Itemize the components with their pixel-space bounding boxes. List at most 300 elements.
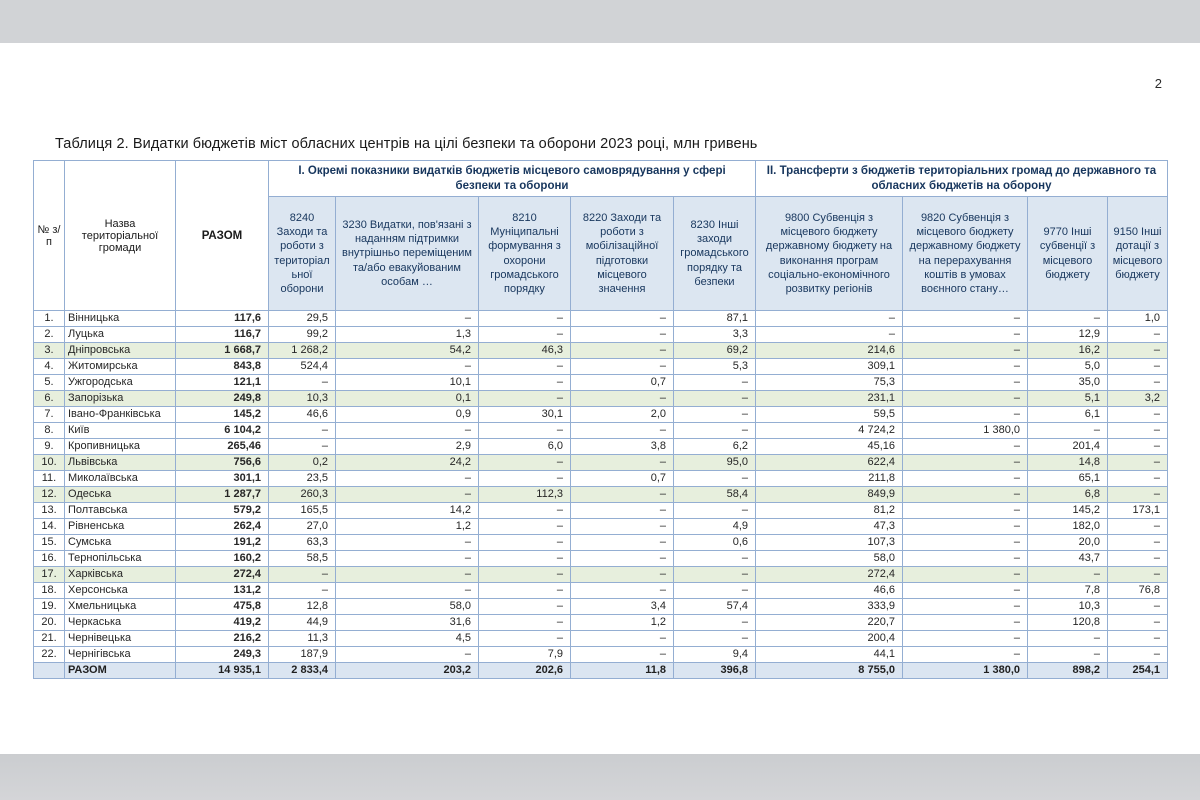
value-cell: – [903, 343, 1028, 359]
value-cell: – [903, 391, 1028, 407]
total-value-cell: 8 755,0 [756, 663, 903, 679]
value-cell: 2,9 [336, 439, 479, 455]
value-cell: – [336, 583, 479, 599]
value-cell: 10,1 [336, 375, 479, 391]
row-number: 19. [34, 599, 65, 615]
row-number: 12. [34, 487, 65, 503]
value-cell: – [674, 471, 756, 487]
row-total-cell: 145,2 [176, 407, 269, 423]
row-total-cell: 843,8 [176, 359, 269, 375]
value-cell: 6,0 [479, 439, 571, 455]
value-cell: – [571, 455, 674, 471]
value-cell: 5,0 [1028, 359, 1108, 375]
value-cell: 76,8 [1108, 583, 1168, 599]
row-total-cell: 265,46 [176, 439, 269, 455]
row-total-cell: 116,7 [176, 327, 269, 343]
row-total-cell: 579,2 [176, 503, 269, 519]
community-name: Житомирська [65, 359, 176, 375]
value-cell: 46,3 [479, 343, 571, 359]
value-cell: – [903, 487, 1028, 503]
value-cell: 12,9 [1028, 327, 1108, 343]
value-cell: 16,2 [1028, 343, 1108, 359]
value-cell: – [479, 631, 571, 647]
community-name: Ужгородська [65, 375, 176, 391]
value-cell: 23,5 [269, 471, 336, 487]
value-cell: – [1108, 375, 1168, 391]
community-name: Вінницька [65, 311, 176, 327]
row-total-cell: 160,2 [176, 551, 269, 567]
community-name: Луцька [65, 327, 176, 343]
value-cell: – [674, 567, 756, 583]
row-total-cell: 131,2 [176, 583, 269, 599]
value-cell: 145,2 [1028, 503, 1108, 519]
value-cell: – [674, 583, 756, 599]
value-cell: 69,2 [674, 343, 756, 359]
value-cell: 173,1 [1108, 503, 1168, 519]
value-cell: – [1108, 487, 1168, 503]
value-cell: 1,2 [336, 519, 479, 535]
row-number: 21. [34, 631, 65, 647]
value-cell: 75,3 [756, 375, 903, 391]
value-cell: – [479, 311, 571, 327]
value-cell: – [479, 391, 571, 407]
value-cell: – [336, 535, 479, 551]
column-header: 8220 Заходи та роботи з мобілізаційної підготовки місцевого значення [571, 197, 674, 311]
table-row [34, 519, 1168, 535]
table-row [34, 615, 1168, 631]
value-cell: 3,3 [674, 327, 756, 343]
value-cell: – [336, 311, 479, 327]
table-row [34, 343, 1168, 359]
column-header: 9150 Інші дотації з місцевого бюджету [1108, 197, 1168, 311]
value-cell: – [756, 311, 903, 327]
row-total-cell: 191,2 [176, 535, 269, 551]
value-cell: 58,0 [756, 551, 903, 567]
total-value-cell: 898,2 [1028, 663, 1108, 679]
value-cell: 112,3 [479, 487, 571, 503]
value-cell: – [571, 327, 674, 343]
row-total-cell: 301,1 [176, 471, 269, 487]
community-name: Херсонська [65, 583, 176, 599]
value-cell: 524,4 [269, 359, 336, 375]
row-number: 1. [34, 311, 65, 327]
value-cell: 57,4 [674, 599, 756, 615]
value-cell: – [336, 423, 479, 439]
table-row [34, 327, 1168, 343]
value-cell: – [903, 311, 1028, 327]
value-cell: 849,9 [756, 487, 903, 503]
community-name: Запорізька [65, 391, 176, 407]
table-row [34, 599, 1168, 615]
community-name: Хмельницька [65, 599, 176, 615]
value-cell: – [479, 423, 571, 439]
value-cell: 54,2 [336, 343, 479, 359]
value-cell: – [674, 551, 756, 567]
value-cell: – [1108, 615, 1168, 631]
value-cell: – [903, 375, 1028, 391]
value-cell: – [269, 567, 336, 583]
table-body [34, 311, 1168, 663]
community-name: Рівненська [65, 519, 176, 535]
value-cell: – [571, 311, 674, 327]
value-cell: – [336, 359, 479, 375]
row-number: 22. [34, 647, 65, 663]
value-cell: – [1108, 551, 1168, 567]
value-cell: 47,3 [756, 519, 903, 535]
row-number: 2. [34, 327, 65, 343]
value-cell: – [1108, 407, 1168, 423]
value-cell: 14,2 [336, 503, 479, 519]
value-cell: 333,9 [756, 599, 903, 615]
value-cell: – [903, 615, 1028, 631]
row-number: 18. [34, 583, 65, 599]
value-cell: – [1108, 631, 1168, 647]
budget-table [33, 160, 1168, 679]
value-cell: 0,9 [336, 407, 479, 423]
table-row [34, 455, 1168, 471]
value-cell: – [903, 583, 1028, 599]
total-row-num [34, 663, 65, 679]
value-cell: 10,3 [269, 391, 336, 407]
value-cell: 1,2 [571, 615, 674, 631]
value-cell: – [336, 551, 479, 567]
value-cell: 2,0 [571, 407, 674, 423]
table-row [34, 503, 1168, 519]
community-name: Харківська [65, 567, 176, 583]
row-total-cell: 756,6 [176, 455, 269, 471]
value-cell: – [571, 583, 674, 599]
community-name: Полтавська [65, 503, 176, 519]
value-cell: 6,1 [1028, 407, 1108, 423]
value-cell: 211,8 [756, 471, 903, 487]
column-header: 3230 Видатки, пов'язані з наданням підтримки внутрішньо переміщеним та/або евакуйованим особам … [336, 197, 479, 311]
table-row [34, 439, 1168, 455]
value-cell: 43,7 [1028, 551, 1108, 567]
value-cell: 99,2 [269, 327, 336, 343]
value-cell: 0,6 [674, 535, 756, 551]
value-cell: – [571, 631, 674, 647]
value-cell: – [269, 439, 336, 455]
row-total-cell: 249,8 [176, 391, 269, 407]
value-cell: 220,7 [756, 615, 903, 631]
row-total-cell: 419,2 [176, 615, 269, 631]
viewer-top-bar [0, 0, 1200, 43]
value-cell: – [479, 567, 571, 583]
value-cell: 231,1 [756, 391, 903, 407]
row-total-cell: 262,4 [176, 519, 269, 535]
value-cell: – [674, 407, 756, 423]
value-cell: – [674, 375, 756, 391]
column-header: 9820 Субвенція з місцевого бюджету державному бюджету на перерахування коштів в умовах воєнного стану… [903, 197, 1028, 311]
value-cell: – [903, 359, 1028, 375]
value-cell: 46,6 [756, 583, 903, 599]
community-name: Черкаська [65, 615, 176, 631]
value-cell: 81,2 [756, 503, 903, 519]
value-cell: 12,8 [269, 599, 336, 615]
value-cell: 14,8 [1028, 455, 1108, 471]
value-cell: – [903, 599, 1028, 615]
value-cell: – [1028, 631, 1108, 647]
value-cell: – [903, 439, 1028, 455]
table-row [34, 647, 1168, 663]
value-cell: 58,5 [269, 551, 336, 567]
value-cell: 3,4 [571, 599, 674, 615]
total-value-cell: 1 380,0 [903, 663, 1028, 679]
value-cell: – [336, 647, 479, 663]
column-header: 8240 Заходи та роботи з територіальної оборони [269, 197, 336, 311]
value-cell: – [479, 359, 571, 375]
value-cell: – [479, 535, 571, 551]
table-row [34, 423, 1168, 439]
value-cell: – [479, 519, 571, 535]
row-number: 6. [34, 391, 65, 407]
value-cell: 9,4 [674, 647, 756, 663]
value-cell: 63,3 [269, 535, 336, 551]
value-cell: 107,3 [756, 535, 903, 551]
value-cell: 4 724,2 [756, 423, 903, 439]
value-cell: 24,2 [336, 455, 479, 471]
value-cell: – [479, 599, 571, 615]
value-cell: 1 268,2 [269, 343, 336, 359]
value-cell: – [479, 327, 571, 343]
total-value-cell: 203,2 [336, 663, 479, 679]
value-cell: – [571, 535, 674, 551]
table-row [34, 583, 1168, 599]
value-cell: 201,4 [1028, 439, 1108, 455]
value-cell: 4,5 [336, 631, 479, 647]
value-cell: – [479, 375, 571, 391]
row-number: 16. [34, 551, 65, 567]
value-cell: 187,9 [269, 647, 336, 663]
community-name: Кропивницька [65, 439, 176, 455]
value-cell: – [479, 503, 571, 519]
community-name: Київ [65, 423, 176, 439]
value-cell: 214,6 [756, 343, 903, 359]
value-cell: – [336, 487, 479, 503]
value-cell: – [571, 567, 674, 583]
total-row [34, 663, 1168, 679]
value-cell: – [1108, 423, 1168, 439]
table-row [34, 391, 1168, 407]
row-number: 3. [34, 343, 65, 359]
community-name: Дніпровська [65, 343, 176, 359]
value-cell: 0,7 [571, 375, 674, 391]
community-name: Сумська [65, 535, 176, 551]
value-cell: – [1028, 647, 1108, 663]
value-cell: 309,1 [756, 359, 903, 375]
value-cell: – [479, 551, 571, 567]
row-number: 8. [34, 423, 65, 439]
value-cell: 1,3 [336, 327, 479, 343]
row-total-cell: 216,2 [176, 631, 269, 647]
value-cell: 7,9 [479, 647, 571, 663]
value-cell: 58,4 [674, 487, 756, 503]
row-number: 20. [34, 615, 65, 631]
value-cell: – [1028, 311, 1108, 327]
row-number: 17. [34, 567, 65, 583]
value-cell: – [903, 471, 1028, 487]
value-cell: 45,16 [756, 439, 903, 455]
row-total-cell: 272,4 [176, 567, 269, 583]
page-number: 2 [1154, 76, 1162, 91]
table-row [34, 359, 1168, 375]
value-cell: 44,9 [269, 615, 336, 631]
row-number: 10. [34, 455, 65, 471]
row-number: 14. [34, 519, 65, 535]
value-cell: – [571, 519, 674, 535]
value-cell: 5,1 [1028, 391, 1108, 407]
value-cell: 0,1 [336, 391, 479, 407]
community-name: Тернопільська [65, 551, 176, 567]
table-row [34, 375, 1168, 391]
value-cell: 622,4 [756, 455, 903, 471]
total-value-cell: 396,8 [674, 663, 756, 679]
value-cell: – [1108, 327, 1168, 343]
value-cell: – [903, 631, 1028, 647]
community-name: Одеська [65, 487, 176, 503]
value-cell: – [903, 407, 1028, 423]
value-cell: – [674, 391, 756, 407]
value-cell: – [1108, 647, 1168, 663]
row-number: 15. [34, 535, 65, 551]
community-name: Чернігівська [65, 647, 176, 663]
table-row [34, 471, 1168, 487]
value-cell: – [571, 343, 674, 359]
value-cell: 44,1 [756, 647, 903, 663]
value-cell: 65,1 [1028, 471, 1108, 487]
total-value-cell: 202,6 [479, 663, 571, 679]
value-cell: – [1108, 535, 1168, 551]
value-cell: 11,3 [269, 631, 336, 647]
table-row [34, 407, 1168, 423]
total-row-label: РАЗОМ [65, 663, 176, 679]
value-cell: – [1108, 471, 1168, 487]
row-number: 7. [34, 407, 65, 423]
value-cell: – [674, 615, 756, 631]
value-cell: – [1108, 599, 1168, 615]
row-total-cell: 1 668,7 [176, 343, 269, 359]
value-cell: – [903, 567, 1028, 583]
table-row [34, 551, 1168, 567]
row-number: 5. [34, 375, 65, 391]
value-cell: – [1028, 423, 1108, 439]
value-cell: 4,9 [674, 519, 756, 535]
total-value-cell: 2 833,4 [269, 663, 336, 679]
value-cell: – [571, 423, 674, 439]
value-cell: – [336, 567, 479, 583]
value-cell: – [479, 615, 571, 631]
row-total-cell: 121,1 [176, 375, 269, 391]
column-header: 8230 Інші заходи громадського порядку та безпеки [674, 197, 756, 311]
table-row [34, 487, 1168, 503]
value-cell: – [903, 551, 1028, 567]
value-cell: 7,8 [1028, 583, 1108, 599]
value-cell: 58,0 [336, 599, 479, 615]
value-cell: – [1108, 359, 1168, 375]
value-cell: – [1108, 343, 1168, 359]
table-title: Таблиця 2. Видатки бюджетів міст обласних центрів на цілі безпеки та оборони 2023 році, млн гривень [55, 136, 758, 152]
value-cell: – [479, 583, 571, 599]
value-cell: 165,5 [269, 503, 336, 519]
value-cell: 1 380,0 [903, 423, 1028, 439]
community-name: Івано-Франківська [65, 407, 176, 423]
value-cell: – [1108, 455, 1168, 471]
value-cell: – [1108, 439, 1168, 455]
total-value-cell: 11,8 [571, 663, 674, 679]
total-value-cell: 14 935,1 [176, 663, 269, 679]
column-header: 8210 Муніципальні формування з охорони громадського порядку [479, 197, 571, 311]
value-cell: 30,1 [479, 407, 571, 423]
total-value-cell: 254,1 [1108, 663, 1168, 679]
value-cell: – [674, 631, 756, 647]
value-cell: 0,7 [571, 471, 674, 487]
row-number: 11. [34, 471, 65, 487]
value-cell: 95,0 [674, 455, 756, 471]
value-cell: – [571, 487, 674, 503]
value-cell: 200,4 [756, 631, 903, 647]
value-cell: – [336, 471, 479, 487]
value-cell: 46,6 [269, 407, 336, 423]
value-cell: 59,5 [756, 407, 903, 423]
value-cell: – [571, 391, 674, 407]
viewer-bottom-bar [0, 754, 1200, 800]
value-cell: 87,1 [674, 311, 756, 327]
value-cell: 6,8 [1028, 487, 1108, 503]
value-cell: 260,3 [269, 487, 336, 503]
header-group-1: I. Окремі показники видатків бюджетів місцевого самоврядування у сфері безпеки та оборони [269, 161, 756, 197]
value-cell: – [1028, 567, 1108, 583]
value-cell: – [903, 503, 1028, 519]
value-cell: 35,0 [1028, 375, 1108, 391]
value-cell: – [903, 327, 1028, 343]
value-cell: – [903, 535, 1028, 551]
row-total-cell: 117,6 [176, 311, 269, 327]
group-header-row [34, 161, 1168, 197]
value-cell: 29,5 [269, 311, 336, 327]
value-cell: – [903, 455, 1028, 471]
value-cell: – [571, 647, 674, 663]
header-community-name: Назва територіальної громади [65, 161, 176, 311]
value-cell: 0,2 [269, 455, 336, 471]
value-cell: 1,0 [1108, 311, 1168, 327]
header-num: № з/п [34, 161, 65, 311]
row-number: 13. [34, 503, 65, 519]
table-row [34, 311, 1168, 327]
value-cell: – [571, 551, 674, 567]
value-cell: – [756, 327, 903, 343]
value-cell: 10,3 [1028, 599, 1108, 615]
value-cell: 5,3 [674, 359, 756, 375]
row-number: 4. [34, 359, 65, 375]
value-cell: 27,0 [269, 519, 336, 535]
value-cell: 20,0 [1028, 535, 1108, 551]
community-name: Львівська [65, 455, 176, 471]
value-cell: – [1108, 519, 1168, 535]
value-cell: – [1108, 567, 1168, 583]
value-cell: 6,2 [674, 439, 756, 455]
value-cell: 120,8 [1028, 615, 1108, 631]
value-cell: – [674, 423, 756, 439]
row-total-cell: 475,8 [176, 599, 269, 615]
value-cell: – [479, 455, 571, 471]
community-name: Миколаївська [65, 471, 176, 487]
value-cell: – [479, 471, 571, 487]
value-cell: – [269, 583, 336, 599]
value-cell: – [571, 359, 674, 375]
row-number: 9. [34, 439, 65, 455]
value-cell: – [903, 647, 1028, 663]
column-header: 9770 Інші субвенції з місцевого бюджету [1028, 197, 1108, 311]
